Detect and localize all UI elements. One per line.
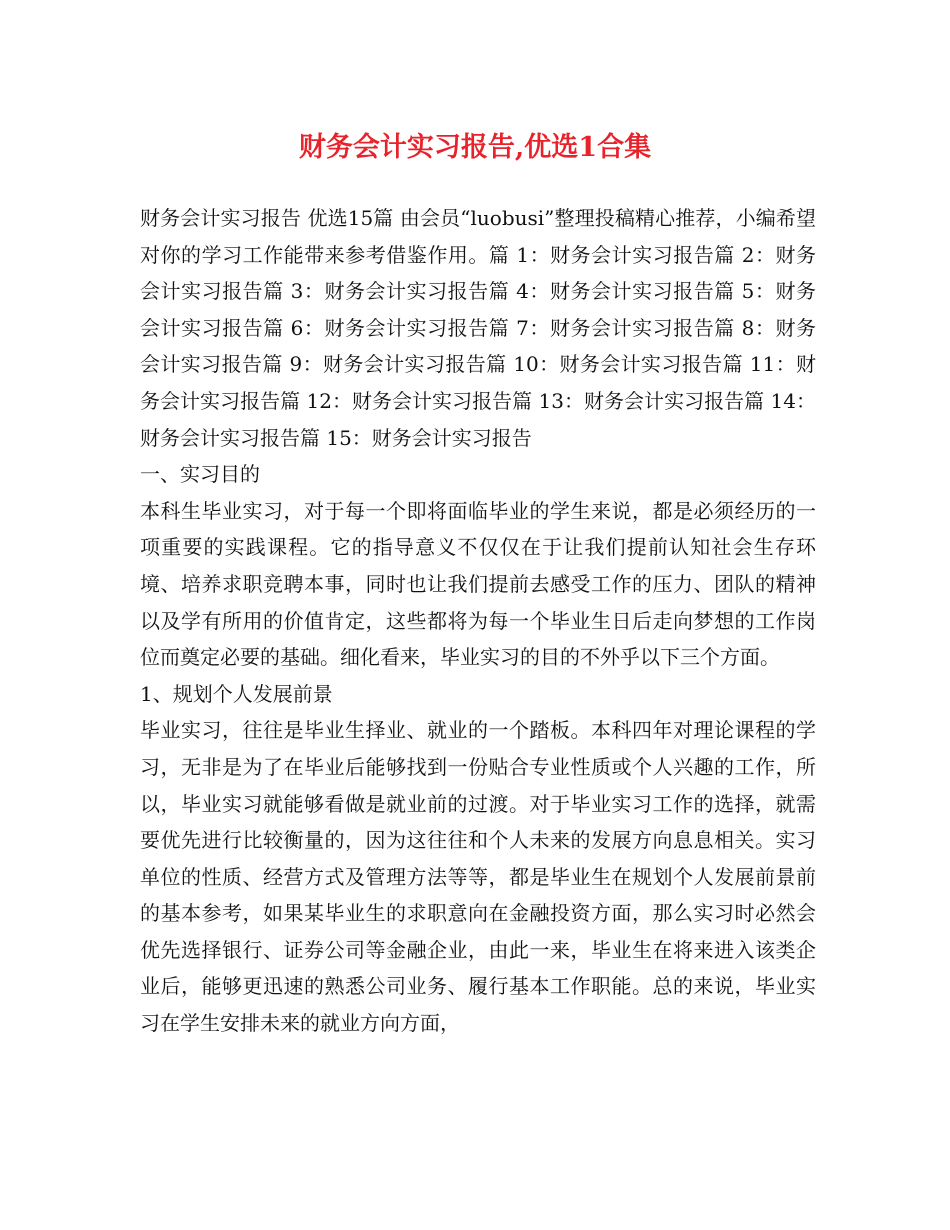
section-paragraph: 本科生毕业实习，对于每一个即将面临毕业的学生来说，都是必须经历的一项重要的实践课程。它的指导意义不仅仅在于让我们提前认知社会生存环境、培养求职竞聘本事，同时也让我们提前去感受工作的压力、团队的精神以及学有所用的价值肯定，这些都将为每一个毕业生日后走向梦想的工作岗位而奠定必要的基础。细化看来，毕业实习的目的不外乎以下三个方面。 — [140, 498, 816, 670]
document-title: 财务会计实习报告,优选1合集 — [298, 132, 652, 163]
document-body — [140, 200, 816, 1042]
intro-paragraph: 财务会计实习报告 优选15篇 由会员“luobusi”整理投稿精心推荐，小编希望对你的学习工作能带来参考借鉴作用。篇 1：财务会计实习报告篇 2：财务会计实习报告篇 3：财务会计实习报告篇 4：财务会计实习报告篇 5：财务会计实习报告篇 6：财务会计实习报告篇 7：财务会计实习报告篇 8：财务会计实习报告篇 9：财务会计实习报告篇 10：财务会计实习报告篇 11：财务会计实习报告篇 12：财务会计实习报告篇 13：财务会计实习报告篇 14：财务会计实习报告篇 15：财务会计实习报告 — [140, 206, 816, 450]
section-heading: 一、实习目的 — [140, 462, 260, 487]
subsection-paragraph: 毕业实习，往往是毕业生择业、就业的一个踏板。本科四年对理论课程的学习，无非是为了在毕业后能够找到一份贴合专业性质或个人兴趣的工作，所以，毕业实习就能够看做是就业前的过渡。对于毕业实习工作的选择，就需要优先进行比较衡量的，因为这往往和个人未来的发展方向息息相关。实习单位的性质、经营方式及管理方法等等，都是毕业生在规划个人发展前景前的基本参考，如果某毕业生的求职意向在金融投资方面，那么实习时必然会优先选择银行、证券公司等金融企业，由此一来，毕业生在将来进入该类企业后，能够更迅速的熟悉公司业务、履行基本工作职能。总的来说，毕业实习在学生安排未来的就业方向方面， — [140, 718, 816, 1036]
subsection-heading: 1、规划个人发展前景 — [140, 681, 333, 706]
